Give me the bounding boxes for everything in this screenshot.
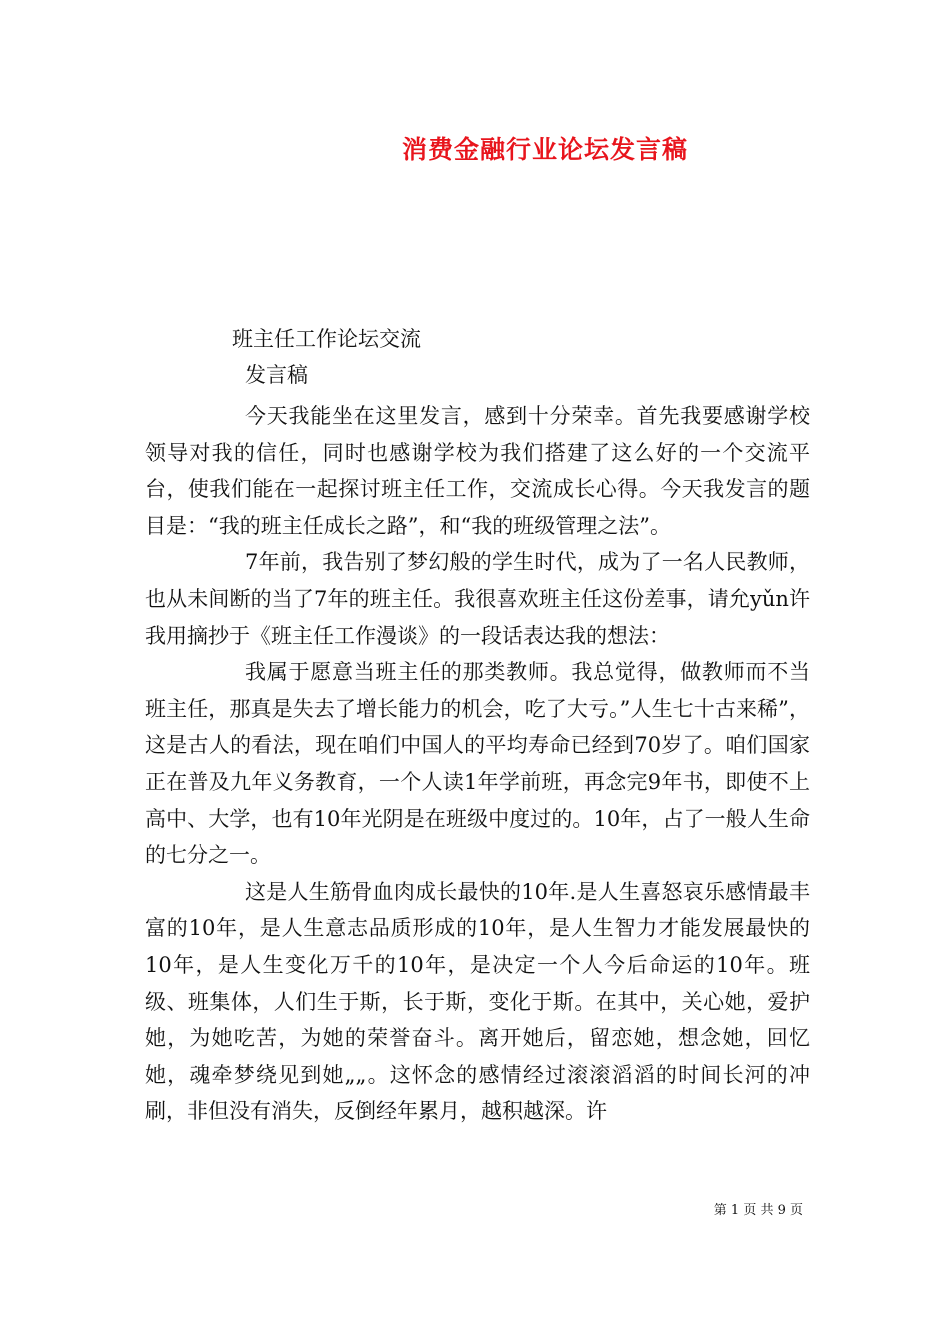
page-number-footer: 第 1 页 共 9 页 (713, 1203, 803, 1218)
subtitle-line-1: 班主任工作论坛交流 (232, 327, 421, 351)
document-title: 消费金融行业论坛发言稿 (401, 135, 688, 164)
subtitle-line-2: 发言稿 (245, 363, 308, 387)
paragraph-4: 这是人生筋骨血肉成长最快的10年.是人生喜怒哀乐感情最丰富的10年，是人生意志品质形成的10年，是人生智力才能发展最快的10年，是人生变化万千的10年，是决定一个人今后命运的10年。班级、班集体，人们生于斯，长于斯，变化于斯。在其中，关心她，爱护她，为她吃苦，为她的荣誉奋斗。离开她后，留恋她，想念她，回忆她，魂牵梦绕见到她„„。这怀念的感情经过滚滚滔滔的时间长河的冲刷，非但没有消失，反倒经年累月，越积越深。许 (145, 879, 810, 1124)
paragraph-3: 我属于愿意当班主任的那类教师。我总觉得，做教师而不当班主任，那真是失去了增长能力的机会，吃了大亏。”人生七十古来稀”，这是古人的看法，现在咱们中国人的平均寿命已经到70岁了。咱们国家正在普及九年义务教育，一个人读1年学前班，再念完9年书，即使不上高中、大学，也有10年光阴是在班级中度过的。10年，占了一般人生命的七分之一。 (145, 660, 810, 868)
paragraph-2: 7年前，我告别了梦幻般的学生时代，成为了一名人民教师，也从未间断的当了7年的班主任。我很喜欢班主任这份差事，请允yǔn许我用摘抄于《班主任工作漫谈》的一段话表达我的想法： (145, 550, 810, 648)
paragraph-1: 今天我能坐在这里发言，感到十分荣幸。首先我要感谢学校领导对我的信任，同时也感谢学校为我们搭建了这么好的一个交流平台，使我们能在一起探讨班主任工作，交流成长心得。今天我发言的题目是：“我的班主任成长之路”，和“我的班级管理之法”。 (145, 404, 810, 538)
document-body (145, 398, 810, 1130)
